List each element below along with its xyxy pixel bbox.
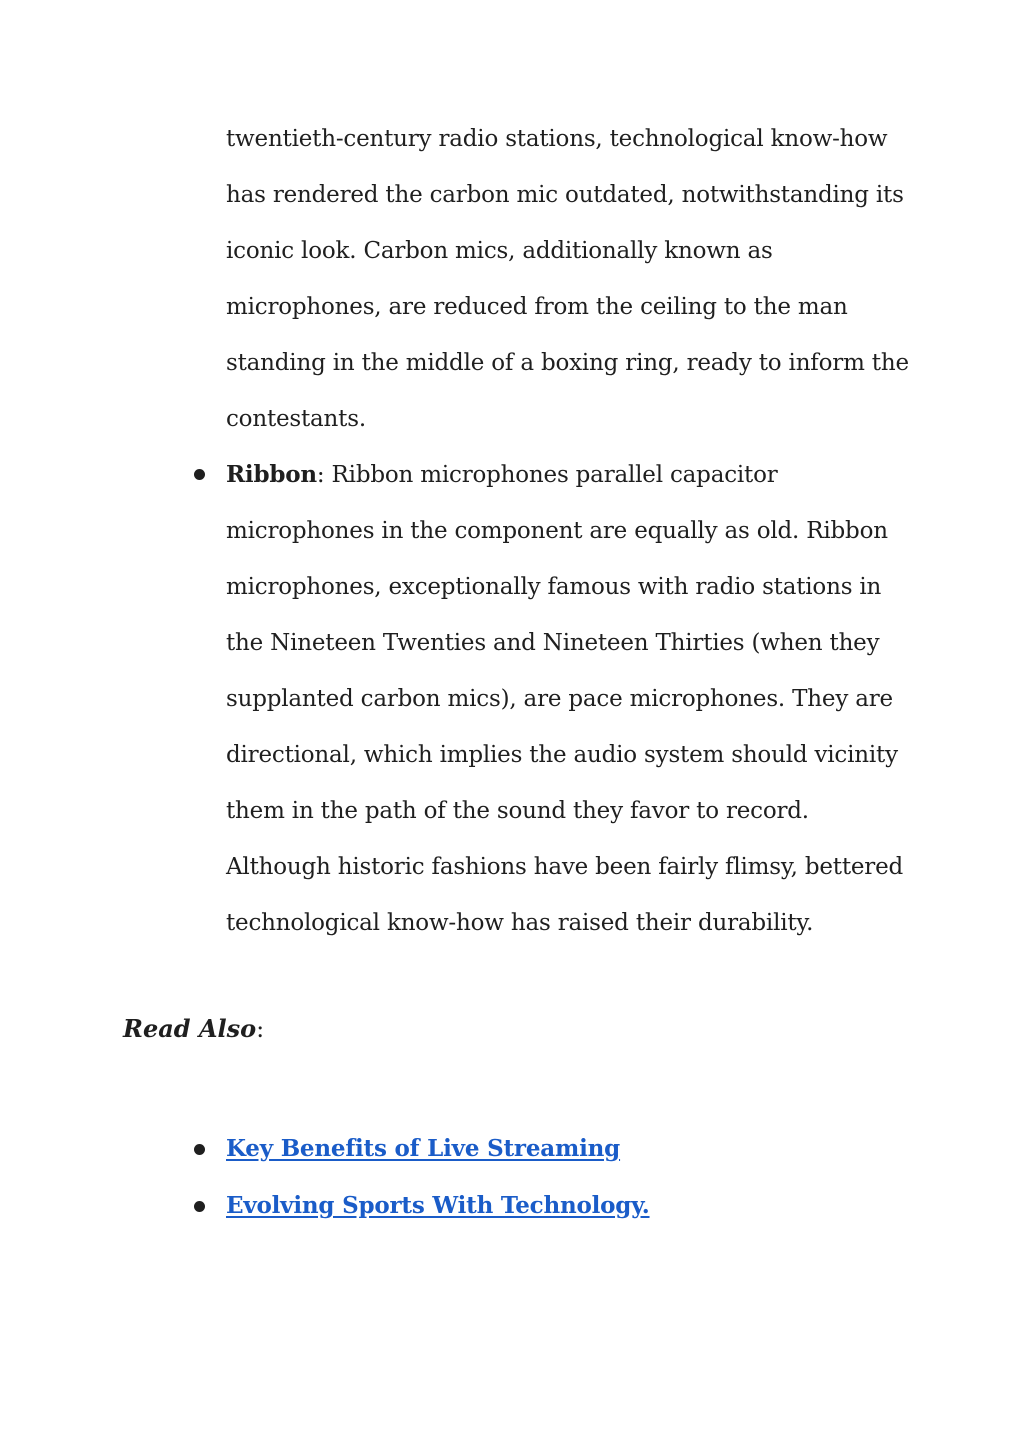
bullet-icon [194,469,205,480]
ribbon-text-line: Although historic fashions have been fairly flimsy, bettered [226,854,904,880]
read-also-colon: : [256,1015,265,1043]
carbon-text-line: microphones, are reduced from the ceiling to the man [226,294,848,320]
carbon-text-line: has rendered the carbon mic outdated, notwithstanding its [226,182,904,208]
ribbon-first-line [226,460,778,490]
carbon-text-line: twentieth-century radio stations, technological know-how [226,126,888,152]
read-also-label: Read Also [123,1014,257,1043]
carbon-text-line: iconic look. Carbon mics, additionally known as [226,238,773,264]
read-also-heading [123,1013,264,1045]
bullet-icon [194,1201,205,1212]
ribbon-term: Ribbon [226,461,317,488]
ribbon-text-line: microphones, exceptionally famous with radio stations in [226,574,882,600]
link-evolving-sports-technology[interactable]: Evolving Sports With Technology. [226,1192,650,1219]
link-key-benefits-live-streaming[interactable]: Key Benefits of Live Streaming [226,1135,621,1162]
carbon-text-line: contestants. [226,406,366,432]
carbon-text-line: standing in the middle of a boxing ring, ready to inform the [226,350,909,376]
ribbon-text-line: microphones in the component are equally as old. Ribbon [226,518,888,544]
ribbon-first-line-rest: : Ribbon microphones parallel capacitor [316,462,778,488]
ribbon-text-line: the Nineteen Twenties and Nineteen Thirties (when they [226,630,880,656]
bullet-icon [194,1144,205,1155]
ribbon-text-line: technological know-how has raised their durability. [226,910,814,936]
ribbon-text-line: supplanted carbon mics), are pace microphones. They are [226,686,893,712]
ribbon-text-line: directional, which implies the audio system should vicinity [226,742,898,768]
ribbon-text-line: them in the path of the sound they favor to record. [226,798,809,824]
